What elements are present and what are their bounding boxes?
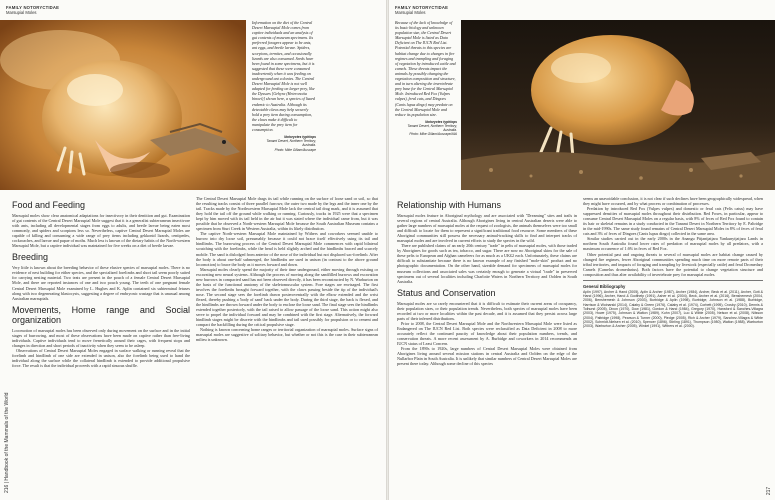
threats-paragraph-2: Predation by introduced Red Fox (Vulpes vulpes) and domestic or feral cats (Felis catus) may have suppressed densities of marsupial moles throughout their distribution. Red Foxes, in particular, appear to consume Central Desert Marsupial Moles on a regular basis, with 8% of feces of Red Fox found to contain its hair or skeletal remains in a study conducted in the Tanami Desert in Northern Territory by E. Paltridge in the mid-1990s. The same study found remains of Central Desert Marsupial Moles in 8% of feces of feral cats and 3% of feces of Dingoes (Canis lupus dingo) collected in the same area.: [583, 206, 763, 237]
movements-paragraph-1: Locomotion of marsupial moles has been observed only during movement on the surface and in the initial stages of burrowing, and most of these observations have been made on captive rather than free-living individuals. Captive individuals tend to move frenetically around their cages, with frequent stops and changes in direction and short periods of inactivity when they seem to be asleep.: [12, 327, 190, 348]
caption-text: Information on the diet of the Central Desert Marsupial Mole comes from captive individuals and an analysis of gut contents of museum specimens. Its preferred foragers appear to be ants, ant eggs, and beetle larvae. Spiders, scorpions, termites, and occasionally lizards are also consumed. Seeds have been found in some specimens, but it is suggested that these were consumed inadvertently when it was feeding on underground ant colonies. The Central Desert Marsupial Mole is not well adapted for feeding on larger prey, like the Dyssurs [Gehyra (Heteronotia binoei)] shown here, a species of lizard endemic to Australia. Although its detectable claws may help securely hold a prey item during consumption, the claws make it difficult to manipulate the prey item for consumption.: [252, 20, 315, 132]
heading-food-and-feeding: Food and Feeding: [12, 200, 86, 210]
running-head-right: [395, 5, 448, 15]
mole-on-sand-photo: [461, 20, 775, 190]
credit-species: Notoryctes typhlops: [284, 135, 316, 140]
locomotion-paragraph-4: Nothing is known concerning home ranges or territorial organization of marsupial moles. Surface signs of marsupial moles are suggestive of solitary behavior, but whether or not this is the case in their subterranean milieu is unknown.: [196, 327, 378, 343]
species-group: Marsupial Moles: [395, 10, 426, 15]
bibliography-list: Aplin (1997), Archer & Hand (2005), Aplin & Archer (1987), Archer (1984), Archer, Beck et al. (2011), Archer, Gott & Hand (1996), Archer, Hand & Godthelp (1991), Asher et al. (2004), Beck, Archer et al. (2016), Benshemesh (2004, 2006), Benshemesh & Johnson (2003), Burbidge & Aplin (1998), Burbidge, Johnson et al. (1988), Burbidge, Harrison & Woinarski (2014), Calaby & Green (1976), Calaby et al. (1974), Corbett (1995), Crosby (2010), Dennis & Tolhurst (2005), Dixon (1970), Dow (1981), Gordon & Hand (1984), Gregory (1970), Hansford & Sanches-Villagra (2003), Howe (1975), Johnson & Walton (1989), Kuhn (2007), Luo & Wible (2005), Nelson et al. (2008), Nilsson (2004), Paltridge (1998), Pearson & Turner (2000), Pledge (2005), Rich & Archer (1979), Sanchez-Villagra & Wible (2002), Schmidt-Nielsen et al. (2010), Spencer (1896), Stirling (1891), Thompson (1980), Walton (1988), Warburton (2003), Warburton & Archer (2005), Winkel (1991), Withers et al. (2000).: [583, 289, 763, 329]
status-paragraph-2: Prior to 2008, the Central Desert Marsupial Mole and the Northwestern Marsupial Mole were listed as Endangered on The IUCN Red List. Both species were reclassified as Data Deficient in 2008 to more accurately reflect the continued paucity of knowledge about their population numbers, trends, and conservation threats. A more recent assessment by A. Burbidge and coworkers in 2014 recommends an IUCN status of Least Concern.: [397, 320, 577, 347]
heading-breeding: Breeding: [12, 252, 49, 263]
photo-credit-left: [252, 135, 316, 152]
caption-text: Because of the lack of knowledge of its basic biology and unknown population size, the Central Desert Marsupial Mole is listed as Data Deficient on The IUCN Red List. Potential threats to this species are habitat change due to changes in fire regimes and trampling and foraging of vegetation by introduced cattle and camels. These threats impact the animals by possibly changing the vegetation composition and structure, and in turn altering the invertebrate prey base for the Central Marsupial Mole. Introduced Red Fox (Vulpes vulpes), feral cats, and Dingoes (Canis lupus dingo) may predate on the Central Marsupial Mole and reduce its population size.: [395, 20, 456, 117]
species-group: Marsupial Moles: [6, 10, 37, 15]
left-column-1: [12, 196, 190, 368]
bibliography-rule: [583, 280, 763, 281]
movements-paragraph-2: Observations of Central Desert Marsupial Moles engaged in surface walking or running reveal that the forelimb and hindlimb of one side are extended in unison, also the forelimb being used to hand the individual along the surface while the collateral hindlimb is extended to provide additional propulsive force. The result is that the individual proceeds with a rapid sinuous shuffle.: [12, 347, 190, 368]
credit-photo: Photo: Mike Gillam/Auscape: [274, 147, 316, 152]
left-page: [0, 0, 386, 500]
running-head-left: [6, 5, 59, 15]
photo-credit-right: [395, 120, 457, 137]
relationship-paragraph-1: Marsupial moles feature in Aboriginal mythology and are associated with "Dreaming" sites and trails in several regions of central Australia. Although Aborigines living in central Australian deserts were able to gather large numbers of marsupial moles at the request of zoologists, the animals themselves were too small and difficult to locate for them to represent a significant traditional food resource. Some members of these Aboriginal communities still possess the necessary animal-tracking skills to find and interpret tracks of marsupial moles and are involved in current efforts to study the species in the wild.: [397, 213, 577, 244]
threats-paragraph-1: seems an unavoidable conclusion, it is not clear if such declines have been geographically widespread, when they might have occurred, and by what process or combination of processes.: [583, 196, 763, 207]
heading-movements: Movements, Home range and Social organization: [12, 304, 190, 325]
photo-caption-right: [395, 20, 457, 137]
heading-relationship-with-humans: Relationship with Humans: [397, 200, 502, 210]
page-folio-left: 216 | Handbook of the Mammals of the World: [4, 392, 10, 493]
page-folio-right: 217: [765, 486, 772, 496]
threats-paragraph-3: Similar studies carried out in the early 2000s in the Anangu Pitjantjatjara Yankunytjatjara Lands in northern South Australia found lower rates of predation of marsupial moles by all predators, with a maximum occurrence of 1.6% in feces of Red Fox.: [583, 236, 763, 252]
family-name: FAMILY NOTORYCTIDAE: [6, 5, 60, 10]
left-column-2: [196, 196, 378, 342]
folio-strip-left: [2, 250, 10, 500]
right-page: [389, 0, 775, 500]
status-paragraph-3: From the 1890s to 1920s, large numbers of Central Desert Marsupial Moles were obtained from Aborigines living around several mission stations in central Australia and Oolden on the edge of the Nullarbor Plain in South Australia. It is unlikely that similar numbers of Central Desert Marsupial Moles are present there today. Although some decline of this species: [397, 346, 577, 367]
family-name: FAMILY NOTORYCTIDAE: [395, 5, 449, 10]
right-column-2: [583, 196, 763, 328]
credit-place: Tanami Desert, Northern Territory, Australia.: [407, 123, 457, 133]
food-paragraph: Marsupial moles show clear anatomical adaptations for insectivory in their dentition and gut. Examination of gut contents of the Central Desert Marsupial Mole suggest that it is a generalist subterranean insectivore with ants, including all developmental stages from eggs to adults, and beetle larvae being eaten most commonly, and spiders and scorpions less so. Nevertheless, captive Central Desert Marsupial Moles are capable of killing and consuming a wide range of prey items including gekkonid lizards, centipedes, cockroaches, and larvae and pupae of moths. Much less is known of the dietary habits of the North-western Marsupial Mole, but a captive individual was maintained for five weeks on a diet of beetle larvae.: [12, 213, 190, 249]
bibliography-heading: General Bibliography: [583, 283, 626, 289]
locomotion-paragraph-3: Marsupial moles clearly spend the majority of their time underground, either moving through existing or excavating new neural systems. Although the process of moving along the sandfilled burrows and excavation new burrows in compacted sand has not been observed directly, it has been reconstructed by N. Warburton on the basis of the functional anatomy of the skeletomuscular system. Fore stages are envisaged. The first involves the forelimbs brought forward together, with the claws passing beside the tip of the individual's nose. The second stage sees the forelimb drawn posteroventrally with the elbow extended and the wrist flexed, thereby pushing a 'body of sand' back under the body. During the third stage, the back is flexed, and the hindlimbs are thrown forward under the body to enclose the loose sand. The final stage sees the hindlimbs extended together posteriorly, with the tail raised to allow passage of the loose sand. This action might also serve to propel the individual forward and may be combined with the first stage. Alternatively, the forward hindlimb stages might be discrete with the hindlimbs and tail used possibly for propulsion or to cement and compact the backfilling during the critical propulsive stage.: [196, 266, 378, 328]
mole-eating-lizard-photo: [0, 20, 246, 190]
locomotion-paragraph-1: The Central Desert Marsupial Mole drags its tail while running on the surface of loose sand or soil, so that the resulting tracks consist of three parallel furrows; the outer two made by the legs and the inner one by the tail. Tracks made by the Northwestern Marsupial Mole lack the central tail drag mark, and it is assumed that they hold the tail off the ground while walking or running. Curiously, tracks in 1925 were that a specimen kept by him moved with its tail held in the air but it was stated where the individual came from, but it was possible that he observed a North-western Marsupial Mole because the South Australian Museum contains a specimen from Sturt Creek in Western Australia, within its likely distribution.: [196, 196, 378, 232]
credit-species: Notoryctes typhlops: [425, 119, 457, 124]
locomotion-paragraph-2: The captive North-western Marsupial Mole maintained by Withers and coworkers seemed unable to burrow into dry loose soil, presumably because it could not brace itself effectively using its tail and hindlimbs. The burrowing process of the Central Desert Marsupial Mole commences with rapid bilateral scratching with the forelimbs, while the head is held slightly arched and the hindlimbs braced and scarcely mobile. The sand is dislodged from anterior of the nose of the individual but not displaced sac-forelimb. After the body is about one-half submerged, the hindlimbs are used in unison (in contrast to the above ground locomotion) to brace the body as it moves forward and down.: [196, 231, 378, 267]
credit-photo: Photo: Mike Gillam/Auscape/AIA: [409, 132, 457, 137]
photo-caption-left: [252, 20, 316, 152]
breeding-paragraph: Very little is known about the breeding behavior of these elusive species of marsupial moles. There is no evidence of nest building for either species, and the specialized forelimbs and short tail seem poorly suited for carrying nesting material. Two teats are present in the pouch of a female Central Desert Marsupial Mole, and there are reported instances of one and two pouch young. The teeth of one pregnant female Central Desert Marsupial Mole examined by L. Hughes and K. Aplin contained six subterminal fetuses along with two degenerating blastocysts, suggesting a degree of embryonic wastage that is unusual among Australian marsupials.: [12, 265, 190, 301]
relationship-paragraph-2: There are published claims of an early 20th century "trade" in pelts of marsupial moles, with those traded by Aborigines for goods such as tea, tobacco, and sugar. There are now no Aboriginal skins for the sale of these pelts to European and Afghan cameleers for as much as a UK£2 each. Unfortunately, these claims are difficult to substantiate because there is no known example of any finished "mole-skin" product and no photographic documentation. On the other hand, sizeable demand for specimens of marsupial moles for museum collections and associated sales was certainly enough to generate a virtual "trade" in preserved specimens out of several localities including Charlotte Waters in Northern Territory and Oolden in South Australia.: [397, 243, 577, 284]
credit-place: Tanami Desert, Northern Territory, Australia.: [266, 139, 316, 148]
threats-paragraph-4: Other potential past and ongoing threats to several of marsupial moles are habitat change caused by changed fire regimes, fewer Aboriginal communities spending much time on more remote parts of their tribal territories, and impacts of foraging and trampling by livestock (especially cattle) and feral Dromedary Camels (Camelus dromedarius). Both factors have the potential to change vegetation structure and composition and thus alter availability of invertebrate prey for marsupial moles.: [583, 251, 763, 277]
heading-status-and-conservation: Status and Conservation: [397, 287, 496, 298]
right-column-1: [397, 196, 577, 366]
status-paragraph-1: Marsupial moles are so rarely encountered that it is difficult to estimate their current areas of occupancy, their population sizes, or their population trends. Nevertheless, both species of marsupial moles have been recorded at two or more localities within the past decade, and it is assumed that they persist across large parts of their inferred distributions.: [397, 300, 577, 321]
